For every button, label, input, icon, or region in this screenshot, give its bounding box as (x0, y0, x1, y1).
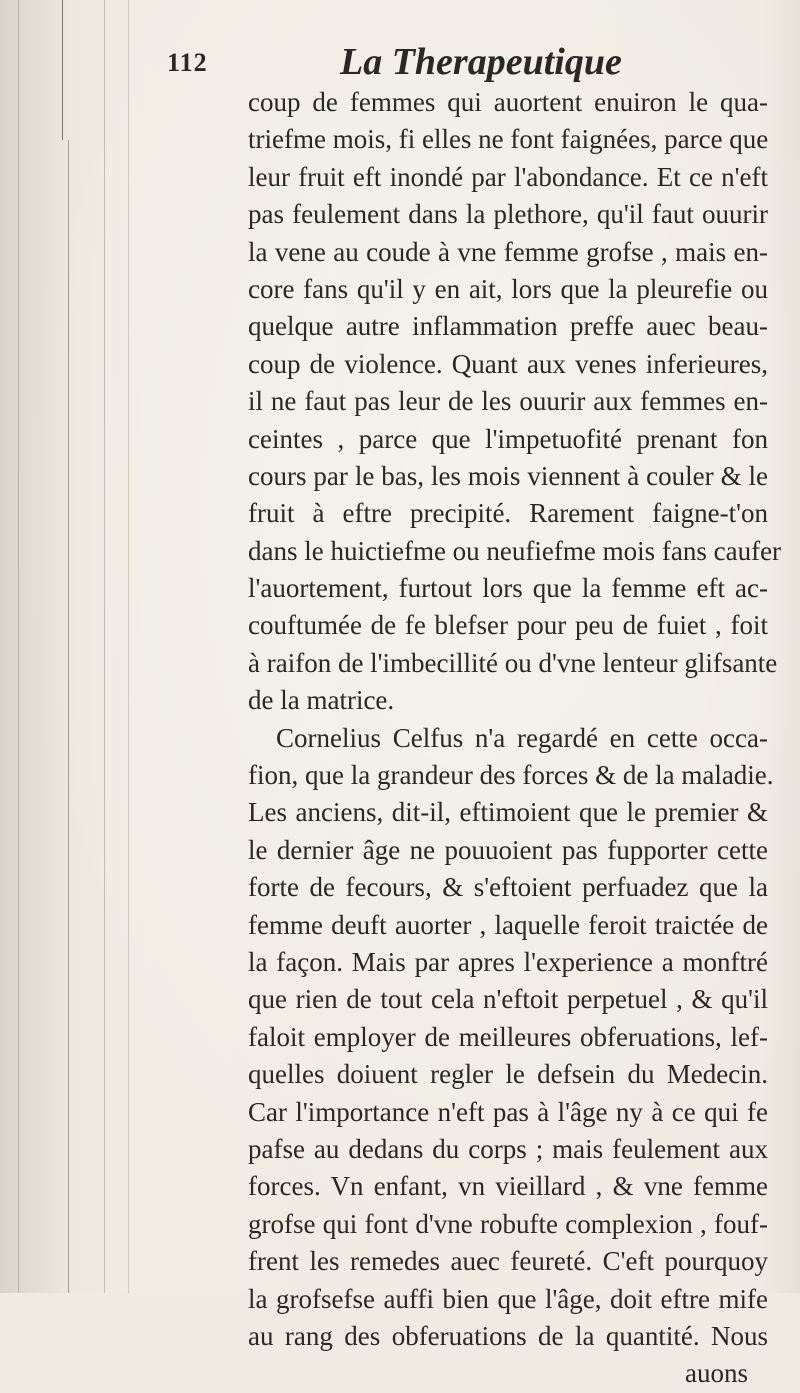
text-line: la façon. Mais par apres l'experience a monftré (248, 946, 768, 977)
text-line: fion, que la grandeur des forces & de la maladie. (248, 760, 774, 791)
text-line: coup de femmes qui auortent enuiron le qua- (248, 87, 768, 117)
text-line: coup de violence. Quant aux venes inferieures, (248, 348, 768, 379)
text-line: la vene au coude à vne femme grofse , mais en- (248, 236, 768, 267)
catchword: auons (685, 1358, 748, 1389)
gutter-rule-1 (18, 0, 19, 1293)
text-line: Les anciens, dit-il, eftimoient que le premier & (248, 797, 768, 828)
text-line: faloit employer de meilleures obferuations, lef- (248, 1021, 768, 1052)
text-line: core fans qu'il y en ait, lors que la pleurefie ou (248, 273, 768, 304)
text-line: pafse au dedans du corps ; mais feulement aux (248, 1133, 768, 1164)
text-line: de la matrice. (248, 685, 395, 716)
text-line: Cornelius Celfus n'a regardé en cette occa- (276, 722, 768, 753)
text-line: triefme mois, fi elles ne font faignées, parce que (248, 124, 769, 155)
running-title: La Therapeutique (340, 41, 622, 83)
text-line: pas feulement dans la plethore, qu'il faut ouurir (248, 199, 768, 230)
text-line: à raifon de l'imbecillité ou d'vne lenteur glifsante (248, 647, 778, 678)
text-line: forte de fecours, & s'eftoient perfuadez que la (248, 872, 768, 903)
text-line: quelque autre inflammation preffe auec beau- (248, 311, 768, 342)
gutter-rule-3 (68, 140, 69, 1293)
text-line: le dernier âge ne pouuoient pas fupporter cette (248, 834, 768, 865)
gutter-rule-5 (128, 0, 129, 1293)
text-line: l'auortement, furtout lors que la femme eft ac- (248, 573, 768, 604)
text-line: la grofsefse auffi bien que l'âge, doit eftre mife (248, 1283, 768, 1314)
text-line: que rien de tout cela n'eftoit perpetuel , & qu'il (248, 984, 768, 1015)
page-number: 112 (167, 48, 208, 77)
text-line: ceintes , parce que l'impetuofité prenant fon (248, 423, 768, 454)
text-line: Car l'importance n'eft pas à l'âge ny à ce qui fe (248, 1096, 768, 1127)
text-line: cours par le bas, les mois viennent à couler & le (248, 460, 768, 491)
text-line: quelles doiuent regler le defsein du Medecin. (248, 1059, 768, 1090)
text-line: fruit à eftre precipité. Rarement faigne-t'on (248, 498, 768, 529)
text-line: dans le huictiefme ou neufiefme mois fans caufer (248, 535, 782, 566)
body-text (248, 84, 782, 1393)
text-line: frent les remedes auec feureté. C'eft pourquoy (248, 1246, 768, 1277)
text-line: il ne faut pas leur de les ouurir aux femmes en- (248, 386, 768, 417)
text-line: couftumée de fe blefser pour peu de fuiet , foit (248, 610, 768, 641)
text-line: grofse qui font d'vne robufte complexion , fouf- (248, 1208, 768, 1239)
text-line: femme deuft auorter , laquelle feroit traictée de (248, 909, 768, 940)
text-line: forces. Vn enfant, vn vieillard , & vne femme (248, 1171, 768, 1202)
page-header (155, 38, 755, 88)
text-line: leur fruit eft inondé par l'abondance. Et ce n'eft (248, 161, 768, 192)
binding-gutter (0, 0, 135, 1293)
gutter-rule-4 (104, 0, 105, 1293)
gutter-rule-2 (62, 0, 63, 140)
text-line: au rang des obferuations de la quantité. Nous (248, 1320, 768, 1351)
